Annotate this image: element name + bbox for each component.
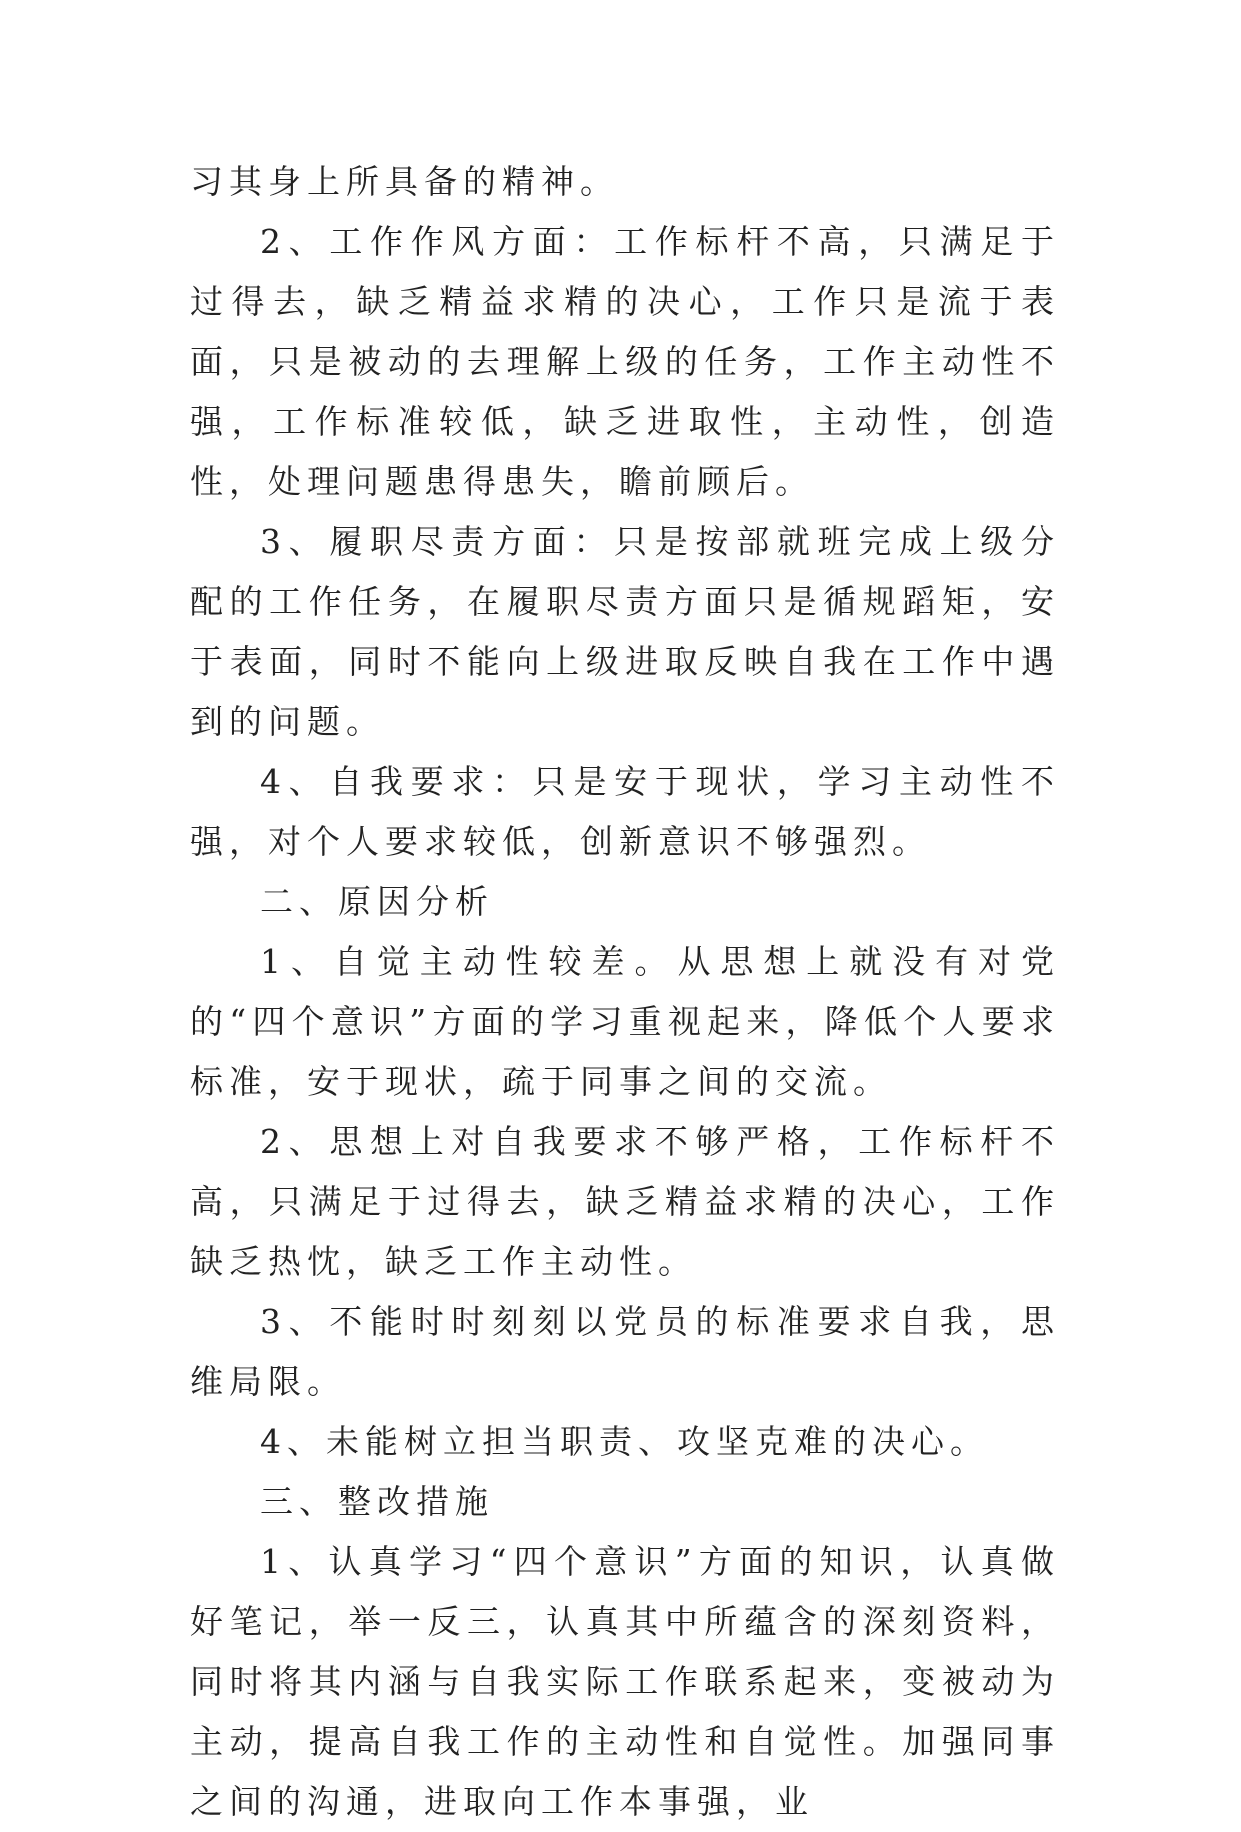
section-heading-cause-analysis: 二、原因分析 — [260, 882, 494, 921]
paragraph-duty-performance: 3、履职尽责方面：只是按部就班完成上级分配的工作任务，在履职尽责方面只是循规蹈矩，安于表面，同时不能向上级进取反映自我在工作中遇到的问题。 — [190, 522, 1060, 741]
paragraph-cause-2: 2、思想上对自我要求不够严格，工作标杆不高，只满足于过得去，缺乏精益求精的决心，工作缺乏热忱，缺乏工作主动性。 — [190, 1122, 1060, 1281]
paragraph-cause-4: 4、未能树立担当职责、攻坚克难的决心。 — [260, 1422, 989, 1461]
paragraph-work-style: 2、工作作风方面：工作标杆不高，只满足于过得去，缺乏精益求精的决心，工作只是流于表面，只是被动的去理解上级的任务，工作主动性不强，工作标准较低，缺乏进取性，主动性，创造性，处理问题患得患失，瞻前顾后。 — [190, 222, 1060, 501]
paragraph-measure-1: 1、认真学习“四个意识”方面的知识，认真做好笔记，举一反三，认真其中所蕴含的深刻资料，同时将其内涵与自我实际工作联系起来，变被动为主动，提高自我工作的主动性和自觉性。加强同事之间的沟通，进取向工作本事强，业 — [190, 1542, 1060, 1821]
paragraph-cause-1: 1、自觉主动性较差。从思想上就没有对党的“四个意识”方面的学习重视起来，降低个人要求标准，安于现状，疏于同事之间的交流。 — [190, 942, 1060, 1101]
paragraph-self-requirement: 4、自我要求：只是安于现状，学习主动性不强，对个人要求较低，创新意识不够强烈。 — [190, 762, 1060, 861]
document-body — [190, 152, 1060, 1832]
paragraph-cause-3: 3、不能时时刻刻以党员的标准要求自我，思维局限。 — [190, 1302, 1060, 1401]
section-heading-rectification: 三、整改措施 — [260, 1482, 494, 1521]
paragraph-continuation: 习其身上所具备的精神。 — [190, 162, 619, 201]
